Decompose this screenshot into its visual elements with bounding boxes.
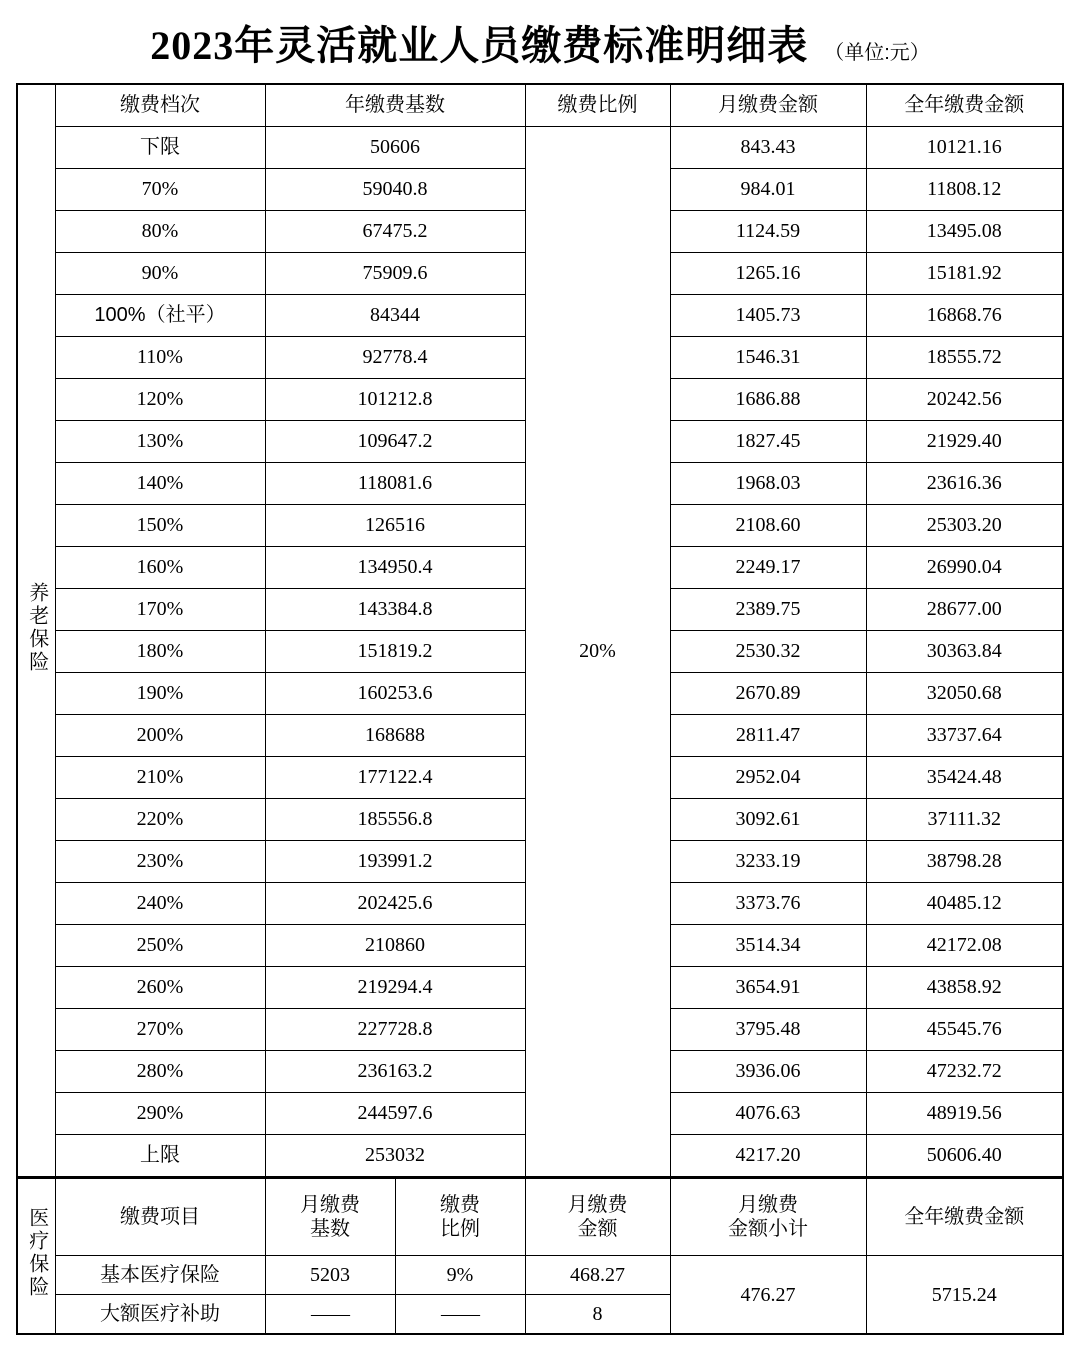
table-row xyxy=(17,127,1063,169)
pension-annual-cell: 37111.32 xyxy=(866,799,1063,841)
medical-item-rate: 9% xyxy=(395,1256,525,1295)
pension-monthly-cell: 843.43 xyxy=(670,127,866,169)
header-medical-monthly-amount: 月缴费 金额 xyxy=(525,1179,670,1256)
pension-base-cell: 84344 xyxy=(265,295,525,337)
pension-monthly-cell: 2389.75 xyxy=(670,589,866,631)
pension-base-cell: 92778.4 xyxy=(265,337,525,379)
pension-tier-cell: 150% xyxy=(55,505,265,547)
pension-tier-cell: 下限 xyxy=(55,127,265,169)
unit-note: （单位:元） xyxy=(824,42,930,64)
pension-base-cell: 219294.4 xyxy=(265,967,525,1009)
pension-monthly-cell: 2530.32 xyxy=(670,631,866,673)
pension-annual-cell: 20242.56 xyxy=(866,379,1063,421)
header-medical-annual-amount: 全年缴费金额 xyxy=(866,1179,1063,1256)
pension-monthly-cell: 1827.45 xyxy=(670,421,866,463)
pension-monthly-cell: 3514.34 xyxy=(670,925,866,967)
pension-base-cell: 253032 xyxy=(265,1135,525,1178)
pension-base-cell: 202425.6 xyxy=(265,883,525,925)
pension-base-cell: 227728.8 xyxy=(265,1009,525,1051)
pension-annual-cell: 50606.40 xyxy=(866,1135,1063,1178)
medical-item-base: 5203 xyxy=(265,1256,395,1295)
pension-tier-cell: 80% xyxy=(55,211,265,253)
pension-base-cell: 118081.6 xyxy=(265,463,525,505)
pension-base-cell: 177122.4 xyxy=(265,757,525,799)
pension-tier-cell: 290% xyxy=(55,1093,265,1135)
medical-monthly-subtotal: 476.27 xyxy=(670,1256,866,1335)
pension-base-cell: 134950.4 xyxy=(265,547,525,589)
pension-annual-cell: 35424.48 xyxy=(866,757,1063,799)
pension-base-cell: 143384.8 xyxy=(265,589,525,631)
pension-base-cell: 244597.6 xyxy=(265,1093,525,1135)
pension-tier-cell: 170% xyxy=(55,589,265,631)
pension-base-cell: 168688 xyxy=(265,715,525,757)
pension-annual-cell: 38798.28 xyxy=(866,841,1063,883)
pension-tier-cell: 230% xyxy=(55,841,265,883)
pension-monthly-cell: 4076.63 xyxy=(670,1093,866,1135)
pension-tier-cell: 120% xyxy=(55,379,265,421)
pension-base-cell: 126516 xyxy=(265,505,525,547)
pension-annual-cell: 48919.56 xyxy=(866,1093,1063,1135)
pension-side-label xyxy=(17,84,55,1177)
pension-monthly-cell: 3654.91 xyxy=(670,967,866,1009)
medical-item-amount: 8 xyxy=(525,1295,670,1335)
pension-base-cell: 101212.8 xyxy=(265,379,525,421)
header-monthly-amount: 月缴费金额 xyxy=(670,84,866,127)
pension-monthly-cell: 1968.03 xyxy=(670,463,866,505)
pension-annual-cell: 26990.04 xyxy=(866,547,1063,589)
medical-side-label-text: 医疗保险 xyxy=(25,1207,48,1299)
pension-rate-cell: 20% xyxy=(525,127,670,1178)
pension-monthly-cell: 3092.61 xyxy=(670,799,866,841)
pension-annual-cell: 11808.12 xyxy=(866,169,1063,211)
pension-base-cell: 185556.8 xyxy=(265,799,525,841)
pension-annual-cell: 45545.76 xyxy=(866,1009,1063,1051)
header-annual-amount: 全年缴费金额 xyxy=(866,84,1063,127)
header-rate: 缴费比例 xyxy=(525,84,670,127)
pension-monthly-cell: 2670.89 xyxy=(670,673,866,715)
pension-monthly-cell: 2249.17 xyxy=(670,547,866,589)
medical-row-basic xyxy=(17,1256,1063,1295)
pension-monthly-cell: 2108.60 xyxy=(670,505,866,547)
pension-base-cell: 160253.6 xyxy=(265,673,525,715)
pension-monthly-cell: 3233.19 xyxy=(670,841,866,883)
pension-table xyxy=(16,83,1064,1178)
header-medical-monthly-subtotal: 月缴费 金额小计 xyxy=(670,1179,866,1256)
pension-tier-cell: 210% xyxy=(55,757,265,799)
pension-header-row xyxy=(17,84,1063,127)
pension-tier-cell: 160% xyxy=(55,547,265,589)
pension-tier-cell: 130% xyxy=(55,421,265,463)
pension-base-cell: 67475.2 xyxy=(265,211,525,253)
pension-base-cell: 109647.2 xyxy=(265,421,525,463)
pension-tier-cell: 110% xyxy=(55,337,265,379)
pension-annual-cell: 15181.92 xyxy=(866,253,1063,295)
pension-tier-cell: 270% xyxy=(55,1009,265,1051)
pension-side-label-text: 养老保险 xyxy=(25,581,48,674)
header-annual-base: 年缴费基数 xyxy=(265,84,525,127)
pension-tier-cell: 上限 xyxy=(55,1135,265,1178)
medical-annual-total: 5715.24 xyxy=(866,1256,1063,1335)
medical-item-rate: —— xyxy=(395,1295,525,1335)
pension-monthly-cell: 1686.88 xyxy=(670,379,866,421)
medical-item-amount: 468.27 xyxy=(525,1256,670,1295)
pension-tier-cell: 220% xyxy=(55,799,265,841)
title-row xyxy=(0,0,1080,83)
pension-base-cell: 193991.2 xyxy=(265,841,525,883)
medical-item-name: 大额医疗补助 xyxy=(55,1295,265,1335)
pension-annual-cell: 42172.08 xyxy=(866,925,1063,967)
pension-monthly-cell: 1546.31 xyxy=(670,337,866,379)
pension-tier-cell: 100%（社平） xyxy=(55,295,265,337)
pension-annual-cell: 10121.16 xyxy=(866,127,1063,169)
pension-base-cell: 236163.2 xyxy=(265,1051,525,1093)
pension-tier-cell: 200% xyxy=(55,715,265,757)
header-tier: 缴费档次 xyxy=(55,84,265,127)
pension-annual-cell: 43858.92 xyxy=(866,967,1063,1009)
pension-tier-cell: 250% xyxy=(55,925,265,967)
pension-monthly-cell: 1405.73 xyxy=(670,295,866,337)
pension-monthly-cell: 3795.48 xyxy=(670,1009,866,1051)
pension-annual-cell: 30363.84 xyxy=(866,631,1063,673)
pension-base-cell: 59040.8 xyxy=(265,169,525,211)
pension-tier-cell: 190% xyxy=(55,673,265,715)
pension-tier-cell: 70% xyxy=(55,169,265,211)
pension-monthly-cell: 1265.16 xyxy=(670,253,866,295)
pension-annual-cell: 40485.12 xyxy=(866,883,1063,925)
pension-annual-cell: 13495.08 xyxy=(866,211,1063,253)
pension-tier-cell: 90% xyxy=(55,253,265,295)
medical-item-base: —— xyxy=(265,1295,395,1335)
pension-annual-cell: 25303.20 xyxy=(866,505,1063,547)
medical-item-name: 基本医疗保险 xyxy=(55,1256,265,1295)
header-medical-item: 缴费项目 xyxy=(55,1179,265,1256)
pension-base-cell: 210860 xyxy=(265,925,525,967)
pension-base-cell: 50606 xyxy=(265,127,525,169)
pension-monthly-cell: 2952.04 xyxy=(670,757,866,799)
page-title: 2023年灵活就业人员缴费标准明细表 xyxy=(150,23,809,68)
pension-monthly-cell: 3936.06 xyxy=(670,1051,866,1093)
pension-monthly-cell: 4217.20 xyxy=(670,1135,866,1178)
pension-base-cell: 151819.2 xyxy=(265,631,525,673)
pension-monthly-cell: 1124.59 xyxy=(670,211,866,253)
medical-header-row xyxy=(17,1179,1063,1256)
pension-tier-cell: 140% xyxy=(55,463,265,505)
medical-side-label xyxy=(17,1179,55,1335)
pension-annual-cell: 21929.40 xyxy=(866,421,1063,463)
header-medical-monthly-base: 月缴费 基数 xyxy=(265,1179,395,1256)
pension-annual-cell: 47232.72 xyxy=(866,1051,1063,1093)
pension-monthly-cell: 3373.76 xyxy=(670,883,866,925)
pension-annual-cell: 33737.64 xyxy=(866,715,1063,757)
pension-base-cell: 75909.6 xyxy=(265,253,525,295)
pension-annual-cell: 18555.72 xyxy=(866,337,1063,379)
pension-annual-cell: 16868.76 xyxy=(866,295,1063,337)
pension-monthly-cell: 2811.47 xyxy=(670,715,866,757)
pension-tier-cell: 240% xyxy=(55,883,265,925)
pension-tier-cell: 280% xyxy=(55,1051,265,1093)
pension-annual-cell: 28677.00 xyxy=(866,589,1063,631)
medical-table xyxy=(16,1178,1064,1335)
pension-tier-cell: 180% xyxy=(55,631,265,673)
header-medical-rate: 缴费 比例 xyxy=(395,1179,525,1256)
pension-annual-cell: 32050.68 xyxy=(866,673,1063,715)
pension-tier-cell: 260% xyxy=(55,967,265,1009)
pension-monthly-cell: 984.01 xyxy=(670,169,866,211)
pension-annual-cell: 23616.36 xyxy=(866,463,1063,505)
